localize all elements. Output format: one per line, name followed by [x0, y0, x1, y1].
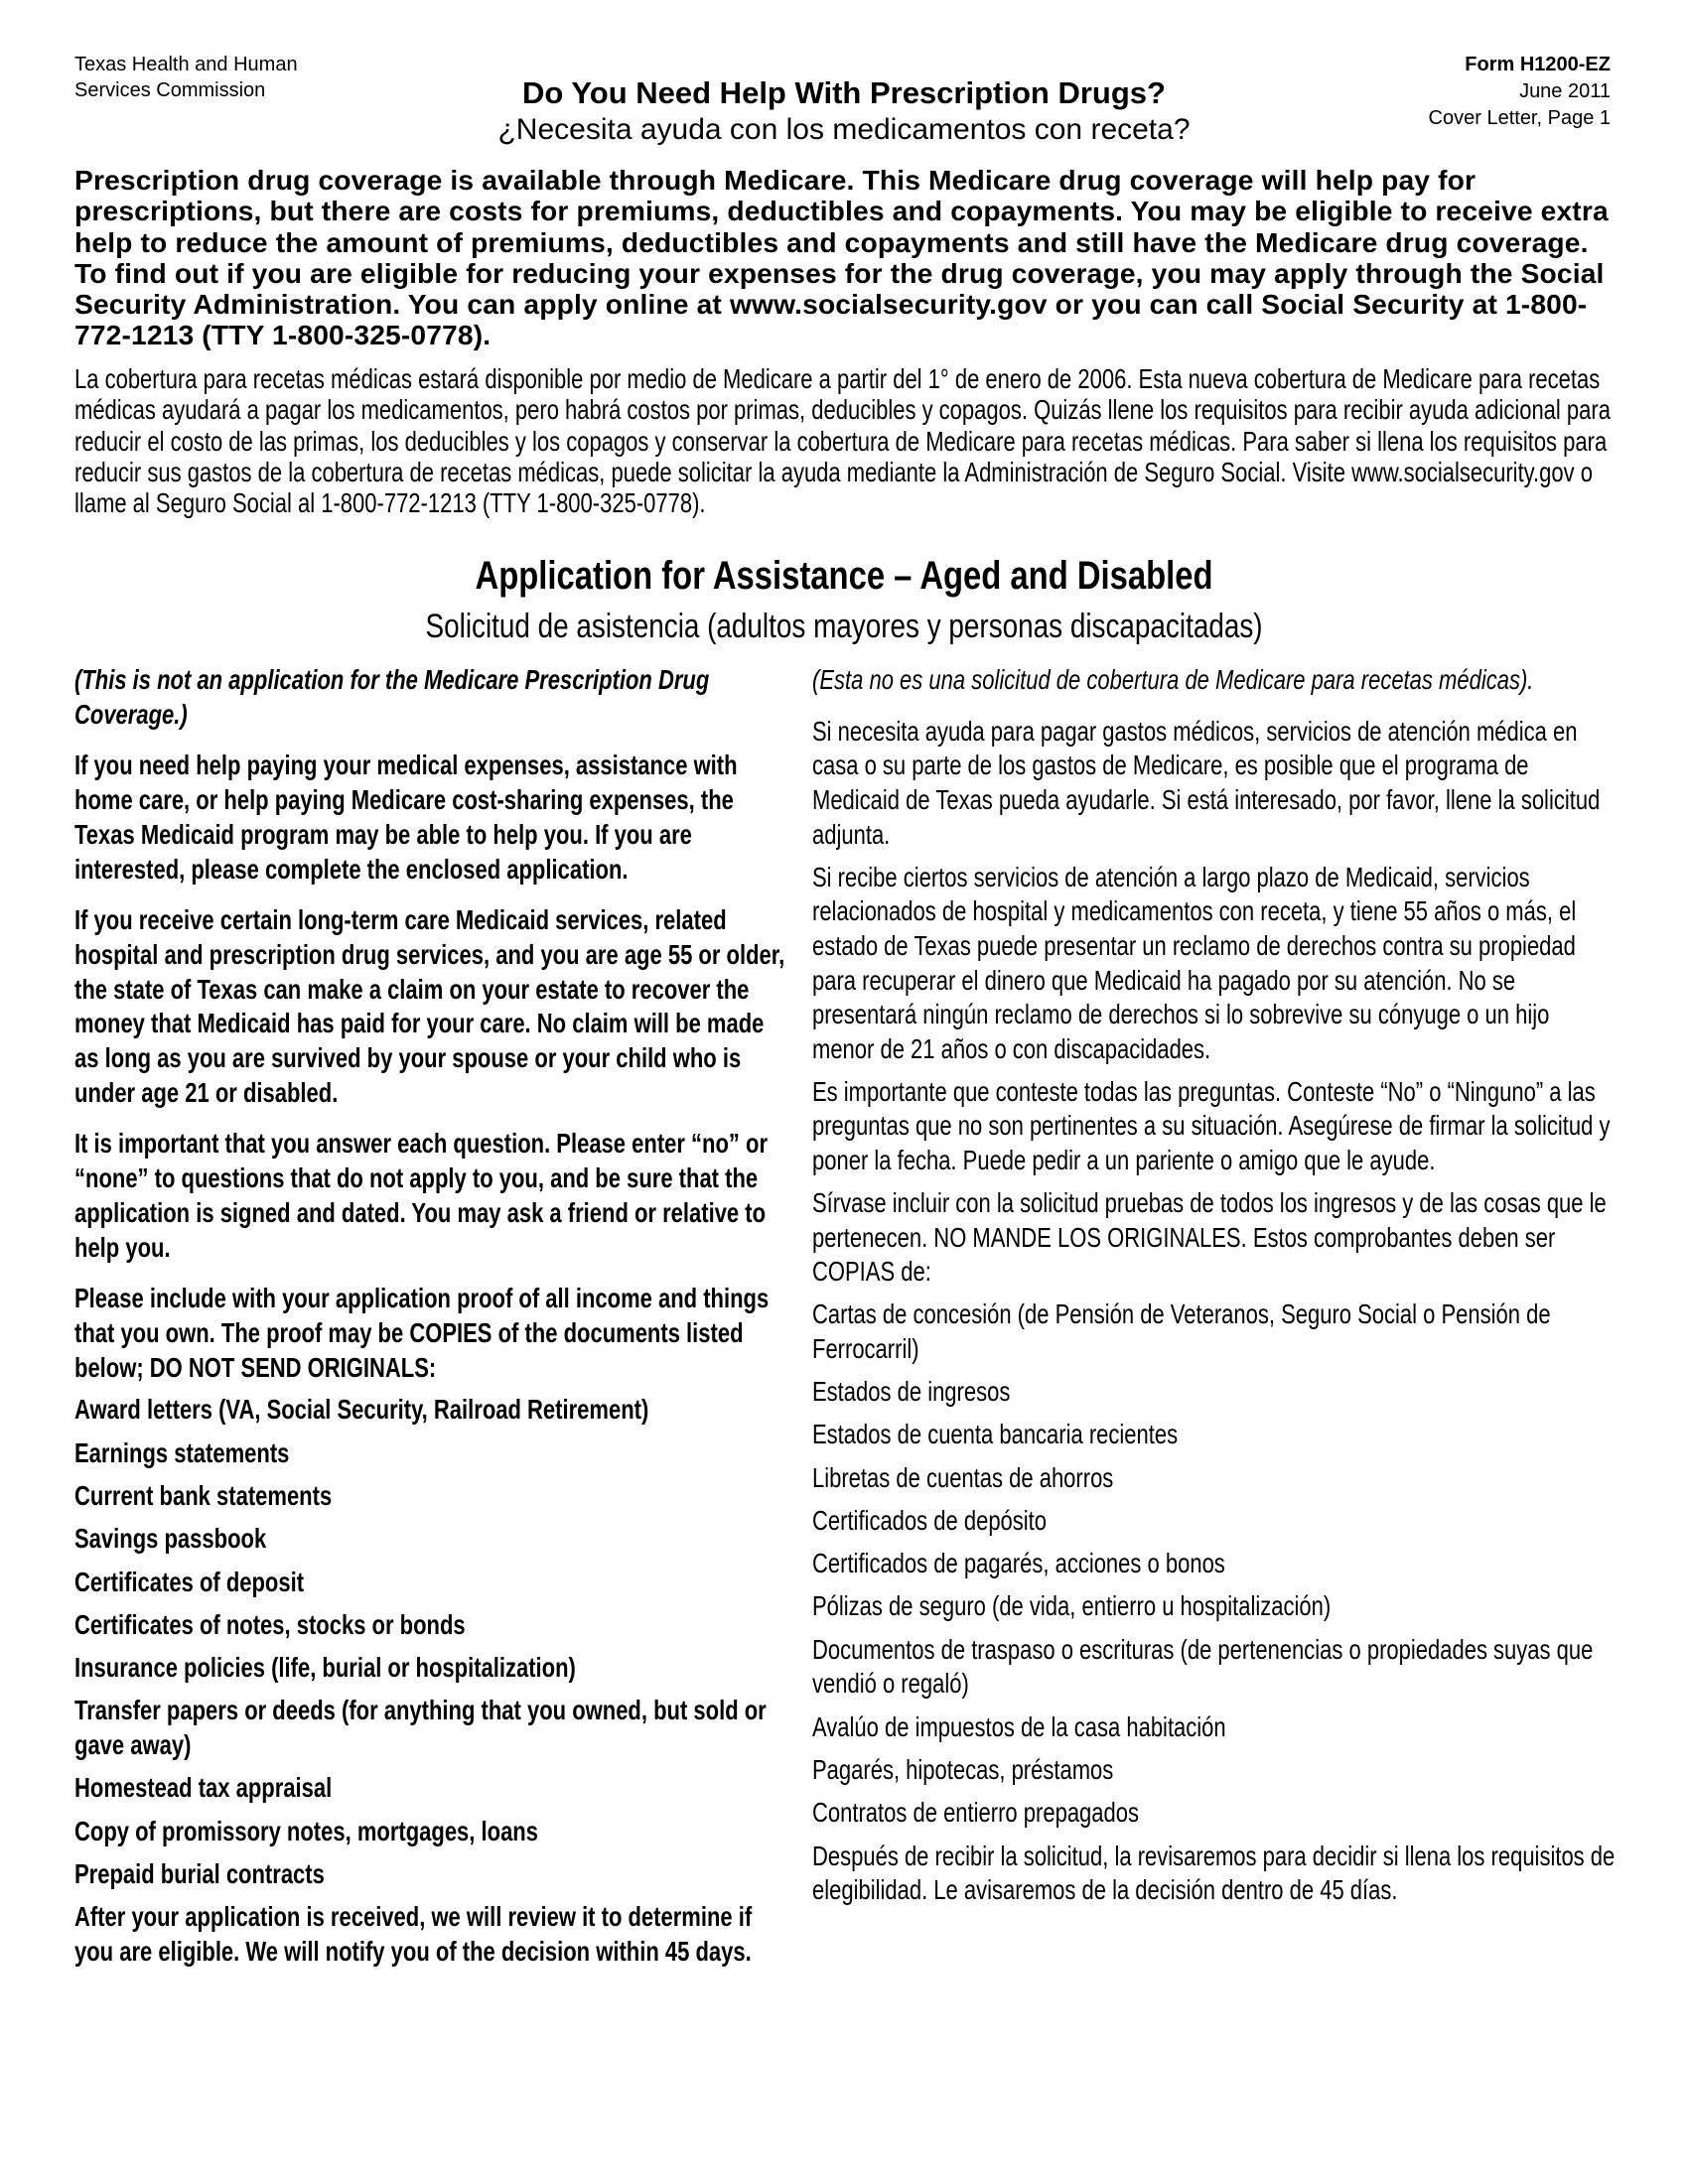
- document-item: Certificados de depósito: [812, 1504, 1048, 1536]
- document-item: Current bank statements: [74, 1479, 333, 1511]
- application-heading-text: Application for Assistance – Aged and Disabled: [475, 554, 1213, 598]
- document-item: Estados de ingresos: [812, 1375, 1011, 1407]
- spanish-paragraph: Si necesita ayuda para pagar gastos médicos, servicios de atención médica en casa o su parte de los gastos de Medicare, es posible que el programa de Medicaid de Texas pueda ayudarle. Si está interesado, por favor, llene la solicitud adjunta.: [812, 715, 1601, 850]
- english-column: [74, 663, 793, 1986]
- document-item: Certificates of notes, stocks or bonds: [74, 1608, 466, 1640]
- agency-line-2: Services Commission: [74, 79, 266, 101]
- document-item: Certificados de pagarés, acciones o bonos: [812, 1548, 1225, 1579]
- application-subheading-text: Solicitud de asistencia (adultos mayores y personas discapacitadas): [425, 608, 1263, 645]
- document-item: Award letters (VA, Social Security, Railroad Retirement): [74, 1394, 649, 1426]
- english-paragraph: It is important that you answer each question. Please enter “no” or “none” to questions that do not apply to you, and be sure that the application is signed and dated. You may ask a friend or relative to help you.: [74, 1128, 769, 1263]
- document-item: Pagarés, hipotecas, préstamos: [812, 1754, 1114, 1786]
- english-paragraph: If you receive certain long-term care Medicaid services, related hospital and prescription drug services, and you are age 55 or older, the state of Texas can make a claim on your estate to recover the money that Medicaid has paid for your care. No claim will be made as long as you are survived by your spouse or your child who is under age 21 or disabled.: [74, 904, 785, 1108]
- document-item: Contratos de entierro prepagados: [812, 1797, 1139, 1829]
- english-closing: After your application is received, we will review it to determine if you are eligible. We will notify you of the decision within 45 days.: [74, 1901, 753, 1968]
- form-date: June 2011: [1519, 80, 1611, 102]
- document-item: Avalúo de impuestos de la casa habitación: [812, 1710, 1226, 1742]
- spanish-paragraph: Sírvase incluir con la solicitud pruebas de todos los ingresos y de las cosas que le pertenecen. NO MANDE LOS ORIGINALES. Estos comprobantes deben ser COPIAS de:: [812, 1186, 1607, 1288]
- spanish-closing: Después de recibir la solicitud, la revisaremos para decidir si llena los requisitos de elegibilidad. Le avisaremos de la decisión dentro de 45 días.: [812, 1840, 1616, 1906]
- document-item: Copy of promissory notes, mortgages, loans: [74, 1815, 538, 1846]
- page-subtitle: ¿Necesita ayuda con los medicamentos con receta?: [497, 113, 1191, 146]
- document-item: Savings passbook: [74, 1523, 267, 1555]
- intro-spanish: La cobertura para recetas médicas estará disponible por medio de Medicare a partir del 1° de enero de 2006. Esta nueva cobertura de Medicare para recetas médicas ayudará a pagar los medicamentos, pero habrá costos por primas, deducibles y copagos. Quizás llene los requisitos para recibir ayuda adicional para reducir el costo de las primas, los deducibles y los copagos y conservar la cobertura de Medicare para recetas médicas. Para saber si llena los requisitos para reducir sus gastos de la cobertura de recetas médicas, puede solicitar la ayuda mediante la Administración de Seguro Social. Visite www.socialsecurity.gov o llame al Seguro Social al 1-800-772-1213 (TTY 1-800-325-0778).: [74, 363, 1611, 519]
- form-page: Cover Letter, Page 1: [1428, 107, 1611, 129]
- spanish-paragraph: Es importante que conteste todas las preguntas. Conteste “No” o “Ninguno” a las preguntas que no son pertinentes a su situación. Asegúrese de firmar la solicitud y poner la fecha. Puede pedir a un pariente o amigo que le ayude.: [812, 1075, 1611, 1176]
- application-subheading: [0, 608, 1688, 646]
- document-item: Transfer papers or deeds (for anything that you owned, but sold or gave away): [74, 1695, 767, 1761]
- english-paragraph: Please include with your application proof of all income and things that you own. The proof may be COPIES of the documents listed below; DO NOT SEND ORIGINALS:: [74, 1283, 770, 1383]
- english-paragraph: If you need help paying your medical expenses, assistance with home care, or help paying Medicare cost-sharing expenses, the Texas Medicaid program may be able to help you. If you are interested, please complete the enclosed application.: [74, 750, 738, 885]
- document-item: Documentos de traspaso o escrituras (de pertenencias o propiedades suyas que vendió o regaló): [812, 1633, 1594, 1700]
- form-info: [1429, 52, 1611, 132]
- agency-line-1: Texas Health and Human: [74, 54, 298, 75]
- document-item: Estados de cuenta bancaria recientes: [812, 1419, 1179, 1450]
- intro-english: Prescription drug coverage is available through Medicare. This Medicare drug coverage will help pay for prescriptions, but there are costs for premiums, deductibles and copayments. You may be eligible to receive extra help to reduce the amount of premiums, deductibles and copayments and still have the Medicare drug coverage. To find out if you are eligible for reducing your expenses for the drug coverage, you may apply through the Social Security Administration. You can apply online at www.socialsecurity.gov or you can call Social Security at 1-800-772-1213 (TTY 1-800-325-0778).: [74, 164, 1609, 351]
- spanish-paragraph: Si recibe ciertos servicios de atención a largo plazo de Medicaid, servicios relacionados de hospital y medicamentos con receta, y tiene 55 años o más, el estado de Texas puede presentar un reclamo de derechos contra su propiedad para recuperar el dinero que Medicaid ha pagado por su atención. No se presentará ningún reclamo de derechos si lo sobrevive su cónyuge o un hijo menor de 21 años o con discapacidades.: [812, 861, 1577, 1065]
- document-item: Homestead tax appraisal: [74, 1772, 333, 1804]
- document-item: Pólizas de seguro (de vida, entierro u hospitalización): [812, 1590, 1332, 1622]
- spanish-column: [812, 663, 1617, 1925]
- document-item: Libretas de cuentas de ahorros: [812, 1461, 1114, 1493]
- document-item: Cartas de concesión (de Pensión de Veteranos, Seguro Social o Pensión de Ferrocarril): [812, 1297, 1551, 1364]
- page-title: Do You Need Help With Prescription Drugs?: [522, 75, 1166, 110]
- spanish-note: (Esta no es una solicitud de cobertura de Medicare para recetas médicas).: [812, 664, 1534, 695]
- english-note: (This is not an application for the Medicare Prescription Drug Coverage.): [74, 664, 710, 730]
- application-heading: [0, 554, 1688, 599]
- document-item: Earnings statements: [74, 1436, 290, 1468]
- document-item: Insurance policies (life, burial or hospitalization): [74, 1652, 576, 1684]
- form-number: Form H1200-EZ: [1465, 54, 1611, 75]
- document-item: Certificates of deposit: [74, 1566, 305, 1597]
- document-item: Prepaid burial contracts: [74, 1858, 325, 1890]
